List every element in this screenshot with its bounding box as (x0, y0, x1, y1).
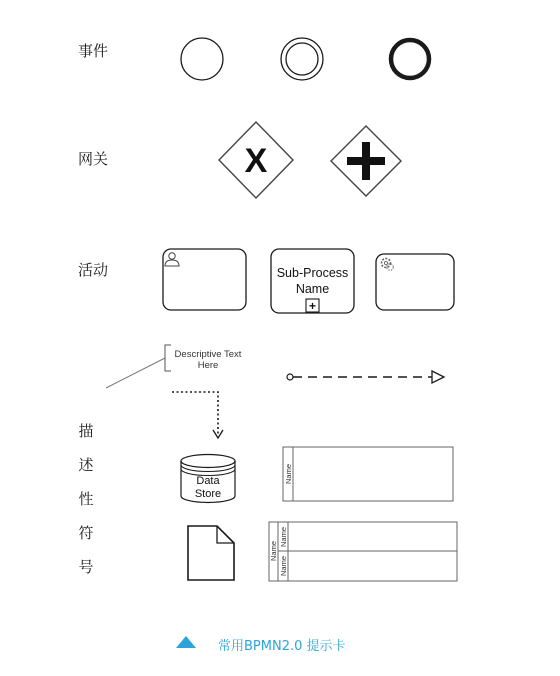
pool-name: Name (284, 463, 293, 485)
annotation-text-line2: Here (197, 360, 219, 371)
text-annotation (106, 345, 242, 388)
data-store (181, 455, 235, 503)
start-event (181, 38, 223, 80)
user-task (163, 249, 246, 310)
exclusive-gateway-mark: X (244, 142, 268, 180)
label-artifacts-char-4: 符 (78, 524, 94, 542)
label-artifacts-char-2: 述 (78, 456, 94, 474)
subprocess (271, 249, 354, 313)
caption: 常用BPMN2.0 提示卡 (218, 639, 346, 654)
subprocess-collapse-mark: + (308, 299, 317, 313)
label-gateways: 网关 (78, 150, 109, 168)
data-association-arrow (172, 392, 223, 438)
parallel-gateway (331, 126, 401, 196)
label-artifacts-char-5: 号 (78, 558, 94, 576)
pool-with-lanes (269, 522, 457, 581)
label-activities: 活动 (78, 261, 109, 279)
annotation-text-line1: Descriptive Text (174, 349, 242, 360)
message-flow-arrow (287, 371, 444, 383)
data-store-label-line2: Store (194, 488, 222, 500)
pool (283, 447, 453, 501)
exclusive-gateway (219, 122, 293, 198)
label-artifacts-char-1: 描 (78, 422, 94, 440)
lane2-name: Name (279, 555, 288, 577)
subprocess-title-line2: Name (295, 282, 330, 296)
service-task (376, 254, 454, 310)
pool2-name: Name (269, 540, 278, 562)
data-store-label-line1: Data (196, 475, 220, 487)
label-events: 事件 (78, 42, 109, 60)
triangle-up-icon (176, 636, 196, 648)
lane1-name: Name (279, 526, 288, 548)
intermediate-event (281, 38, 323, 80)
label-artifacts-char-3: 性 (78, 490, 94, 508)
data-object (188, 526, 234, 580)
subprocess-title-line1: Sub-Process (276, 266, 349, 280)
end-event (391, 40, 429, 78)
